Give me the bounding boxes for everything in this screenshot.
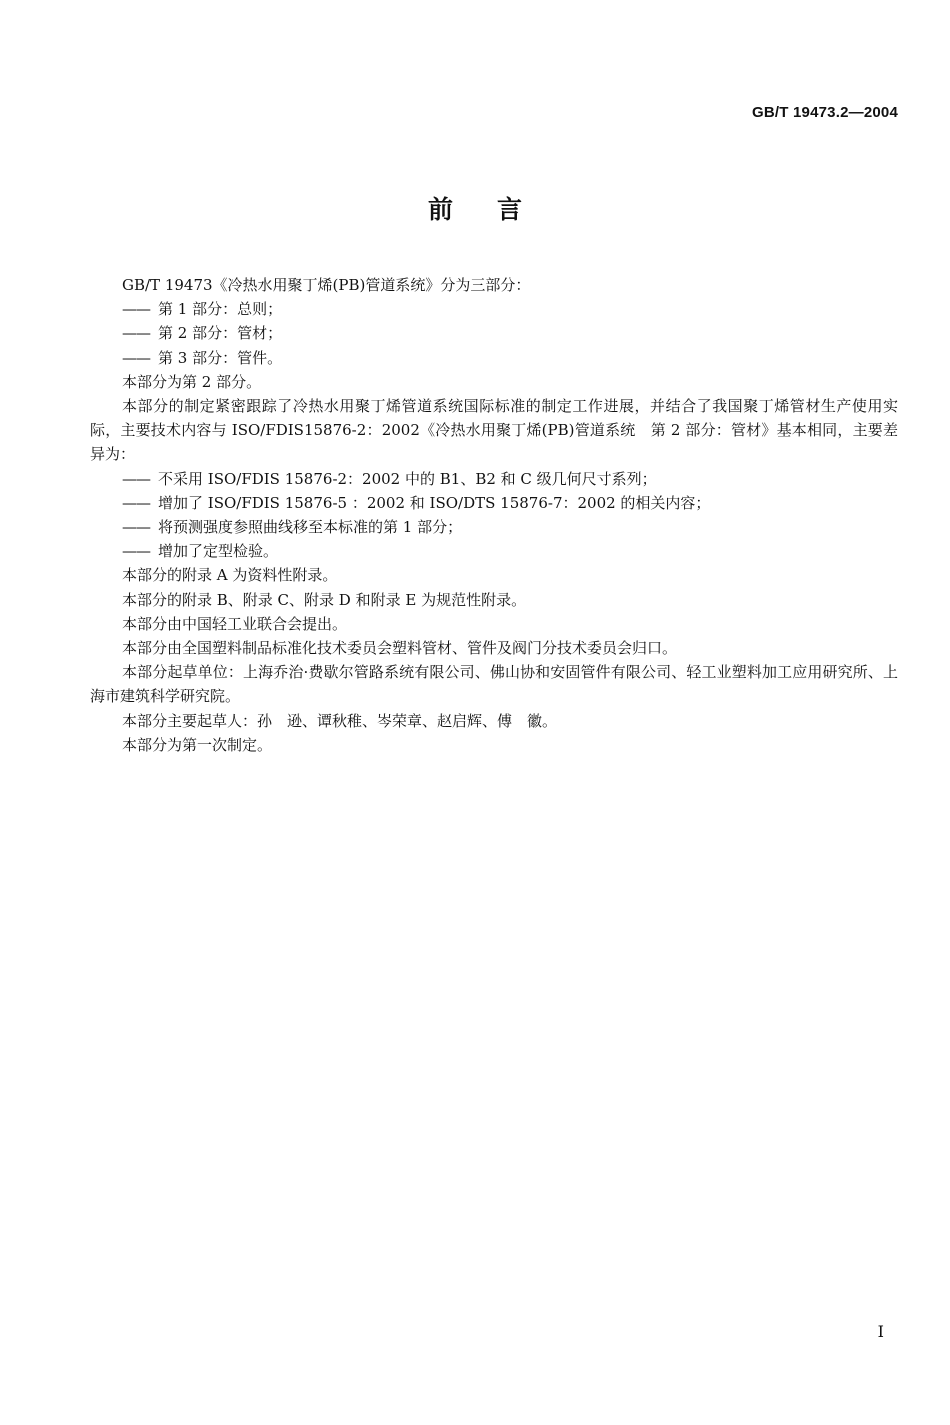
list-dash: —— (122, 300, 150, 319)
paragraph-centralized-by: 本部分由全国塑料制品标准化技术委员会塑料管材、管件及阀门分技术委员会归口。 (122, 639, 678, 658)
list-dash: —— (122, 493, 150, 512)
paragraph-annex-a: 本部分的附录 A 为资料性附录。 (122, 566, 338, 585)
title-char-2: 言 (497, 195, 523, 224)
page-title (0, 190, 950, 226)
list-dash: —— (122, 542, 150, 561)
list-item-text: 增加了定型检验。 (158, 542, 279, 561)
list-item-difference-2 (90, 491, 898, 515)
title-char-1: 前 (427, 195, 453, 224)
foreword-body (90, 273, 898, 757)
paragraph-intro: GB/T 19473《冷热水用聚丁烯(PB)管道系统》分为三部分： (122, 276, 531, 294)
list-item-part-1 (90, 297, 898, 321)
list-dash: —— (122, 324, 150, 343)
page-number: I (877, 1322, 884, 1341)
list-item-text: 第 3 部分：管件。 (158, 348, 283, 367)
list-item-text: 不采用 ISO/FDIS 15876-2：2002 中的 B1、B2 和 C 级几何尺寸系列； (158, 469, 657, 488)
paragraph-proposed-by: 本部分由中国轻工业联合会提出。 (122, 614, 348, 633)
list-item-text: 第 2 部分：管材； (158, 324, 283, 343)
paragraph-drafters: 本部分主要起草人：孙 逊、谭秋稚、岑荣章、赵启辉、傅 徽。 (122, 711, 558, 730)
list-item-difference-4 (90, 539, 898, 563)
list-item-text: 增加了 ISO/FDIS 15876-5 ：2002 和 ISO/DTS 15876-7：2002 的相关内容； (158, 493, 711, 512)
standard-number: GB/T 19473.2—2004 (752, 104, 898, 121)
list-dash: —— (122, 518, 150, 537)
list-dash: —— (122, 469, 150, 488)
list-item-part-3 (90, 346, 898, 370)
paragraph-drafting-units: 本部分起草单位：上海乔治·费歇尔管路系统有限公司、佛山协和安固管件有限公司、轻工业塑料加工应用研究所、上海市建筑科学研究院。 (90, 663, 898, 706)
list-dash: —— (122, 348, 150, 367)
list-item-text: 第 1 部分：总则； (158, 300, 283, 319)
list-item-difference-3 (90, 515, 898, 539)
paragraph-this-part: 本部分为第 2 部分。 (122, 372, 262, 391)
paragraph-first-edition: 本部分为第一次制定。 (122, 735, 273, 754)
list-item-part-2 (90, 321, 898, 345)
list-item-text: 将预测强度参照曲线移至本标准的第 1 部分； (158, 518, 463, 537)
paragraph-annex-b-e: 本部分的附录 B、附录 C、附录 D 和附录 E 为规范性附录。 (122, 590, 527, 609)
paragraph-development: 本部分的制定紧密跟踪了冷热水用聚丁烯管道系统国际标准的制定工作进展，并结合了我国聚丁烯管材生产使用实际，主要技术内容与 ISO/FDIS15876-2：2002《冷热水用聚丁烯(PB)管道系统 第 2 部分：管材》基本相同，主要差异为： (90, 397, 898, 464)
list-item-difference-1 (90, 467, 898, 491)
